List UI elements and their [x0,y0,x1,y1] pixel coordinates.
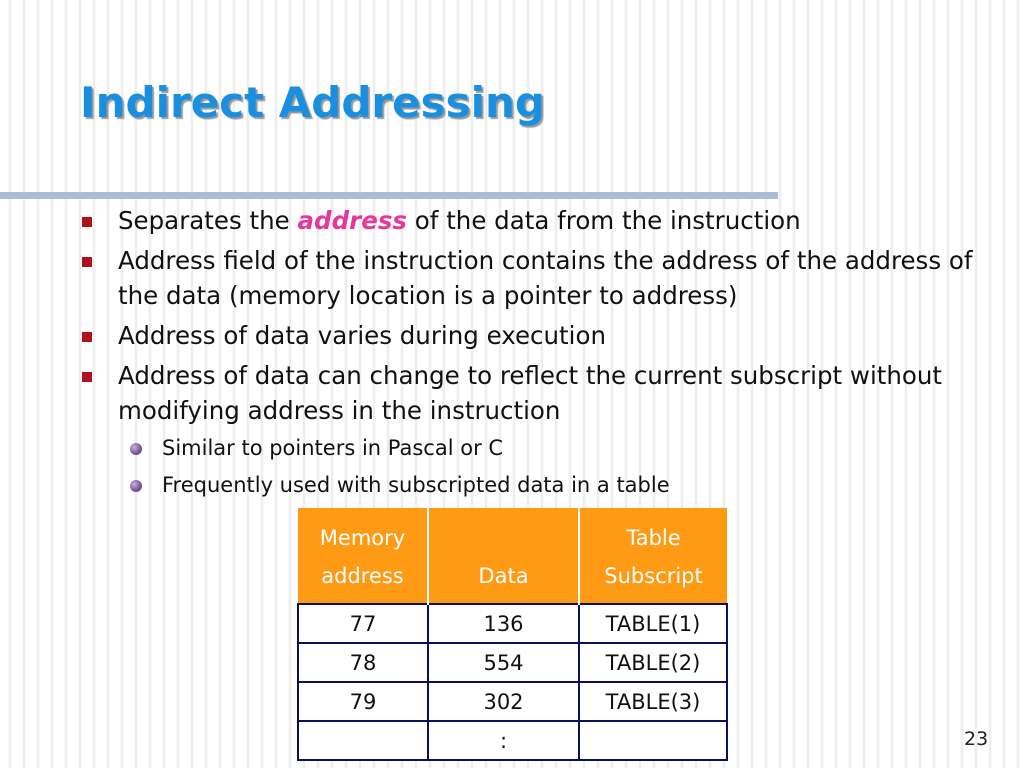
table-row [298,643,727,682]
header-line: Subscript [604,564,703,588]
square-bullet-icon [82,372,92,382]
sub-bullet-item [80,433,1020,463]
header-line: Memory [319,526,406,550]
bullet-item [80,243,1020,313]
emphasis-text: address [297,206,407,235]
table-row [298,604,727,643]
square-bullet-icon [82,332,92,342]
table-header-row [298,508,727,604]
sphere-bullet-icon [130,480,142,492]
table-cell: TABLE(3) [579,682,727,721]
table-cell [579,721,727,760]
table-cell: TABLE(2) [579,643,727,682]
table-cell: 136 [428,604,579,643]
table-cell [298,721,428,760]
table-cell: 554 [428,643,579,682]
header-line: address [321,564,404,588]
bullet-item [80,203,1020,238]
header-memory-address [298,508,428,604]
page-number: 23 [964,728,989,750]
header-data [428,508,579,604]
header-line: Data [478,564,529,588]
slide-title: Indirect Addressing [80,78,545,127]
square-bullet-icon [82,257,92,267]
table-cell: : [428,721,579,760]
sphere-bullet-icon [130,443,142,455]
header-table-subscript [579,508,727,604]
table-row [298,682,727,721]
bullet-text: Separates the [118,206,298,235]
bullet-text: Address of data can change to reflect the current subscript without modifying address in the instruction [118,361,943,425]
bullet-text: Address of data varies during execution [118,321,606,350]
bullet-text: of the data from the instruction [407,206,801,235]
address-table [297,508,728,761]
table-cell: TABLE(1) [579,604,727,643]
bullet-list [80,203,1020,507]
table-row [298,721,727,760]
bullet-item [80,318,1020,353]
table-cell: 77 [298,604,428,643]
sub-bullet-text: Frequently used with subscripted data in a table [162,473,670,497]
title-divider [0,192,778,199]
header-line: Table [626,526,681,550]
sub-bullet-text: Similar to pointers in Pascal or C [162,436,504,460]
table-cell: 79 [298,682,428,721]
sub-bullet-item [80,470,1020,500]
bullet-text: Address field of the instruction contains the address of the address of the data (memory location is a pointer to address) [118,246,973,310]
square-bullet-icon [82,217,92,227]
table-cell: 302 [428,682,579,721]
table-cell: 78 [298,643,428,682]
bullet-item [80,358,1020,428]
